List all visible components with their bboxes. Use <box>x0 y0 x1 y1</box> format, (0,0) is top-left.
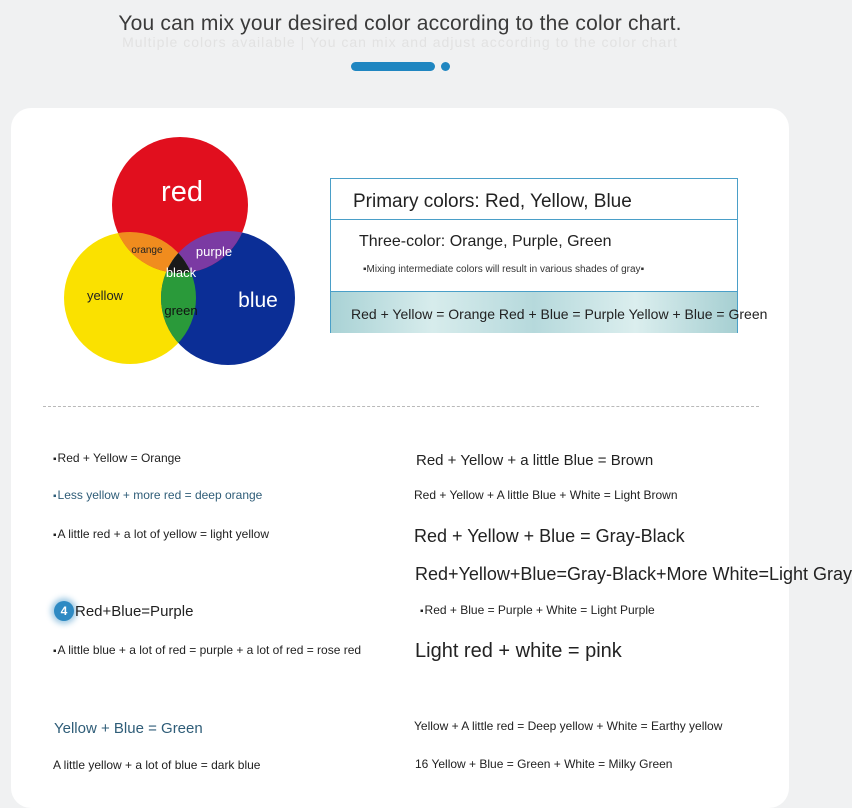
purple-label: purple <box>195 244 233 259</box>
color-mixing-venn-diagram <box>60 140 300 370</box>
box-divider <box>331 219 737 220</box>
tip-dark-blue: A little yellow + a lot of blue = dark blue <box>53 758 261 772</box>
gray-shades-note <box>363 264 644 275</box>
tip-milky-green: 16 Yellow + Blue = Green + White = Milky Green <box>415 757 673 771</box>
note-end-marker: ▪ <box>640 264 645 275</box>
note-text: Mixing intermediate colors will result in various shades of gray <box>366 264 641 275</box>
tip-red-yellow-orange <box>53 451 181 465</box>
tip-light-brown: Red + Yellow + A little Blue + White = Light Brown <box>414 488 678 502</box>
tip-marker: ▪ <box>53 646 57 657</box>
blue-label: blue <box>238 289 278 312</box>
tip-earthy-yellow: Yellow + A little red = Deep yellow + White = Earthy yellow <box>414 719 723 733</box>
tip-light-yellow <box>53 527 269 541</box>
tip-marker: ▪ <box>53 530 57 541</box>
three-color-text: Three-color: Orange, Purple, Green <box>359 233 612 250</box>
progress-indicator-dot <box>441 62 450 71</box>
tip-marker: ▪ <box>53 454 57 465</box>
tip-brown: Red + Yellow + a little Blue = Brown <box>416 452 654 469</box>
mixing-equations-band <box>331 291 768 333</box>
tip-text: A little blue + a lot of red = purple + a lot of red = rose red <box>57 643 362 657</box>
note-marker: ▪ <box>363 264 367 275</box>
tip-marker: ▪ <box>420 606 424 617</box>
tip-light-gray: Red+Yellow+Blue=Gray-Black+More White=Light Gray <box>415 564 852 584</box>
green-label: green <box>164 303 198 318</box>
tip-deep-orange <box>53 488 262 502</box>
tip-text: Less yellow + more red = deep orange <box>57 488 263 502</box>
tip-light-purple <box>420 603 655 617</box>
progress-indicator-bar <box>351 62 435 71</box>
mixing-equations-text: Red + Yellow = Orange Red + Blue = Purple Yellow + Blue = Green <box>351 306 768 322</box>
tip-text: Red + Blue = Purple + White = Light Purple <box>424 603 655 617</box>
tip-text: A little red + a lot of yellow = light yellow <box>57 527 269 541</box>
primary-colors-title: Primary colors: Red, Yellow, Blue <box>353 191 632 212</box>
section-divider <box>43 406 759 407</box>
header-subtitle-faded: Multiple colors available | You can mix and adjust according to the color chart <box>122 34 678 50</box>
tip-yellow-blue-green: Yellow + Blue = Green <box>54 720 203 737</box>
orange-label: orange <box>131 245 163 256</box>
tip-text: Red + Yellow = Orange <box>57 451 181 465</box>
primary-colors-box <box>330 178 768 333</box>
black-label: black <box>165 265 197 280</box>
yellow-label: yellow <box>86 288 124 303</box>
tip-marker: ▪ <box>53 491 57 502</box>
tip-red-blue-purple: Red+Blue=Purple <box>75 603 194 620</box>
red-label: red <box>161 176 203 208</box>
tip-gray-black: Red + Yellow + Blue = Gray-Black <box>414 526 685 546</box>
tip-pink: Light red + white = pink <box>415 640 622 662</box>
tip-rose-red <box>53 643 361 657</box>
number-badge: 4 <box>54 601 74 621</box>
page-title: You can mix your desired color according to the color chart. <box>118 12 682 35</box>
